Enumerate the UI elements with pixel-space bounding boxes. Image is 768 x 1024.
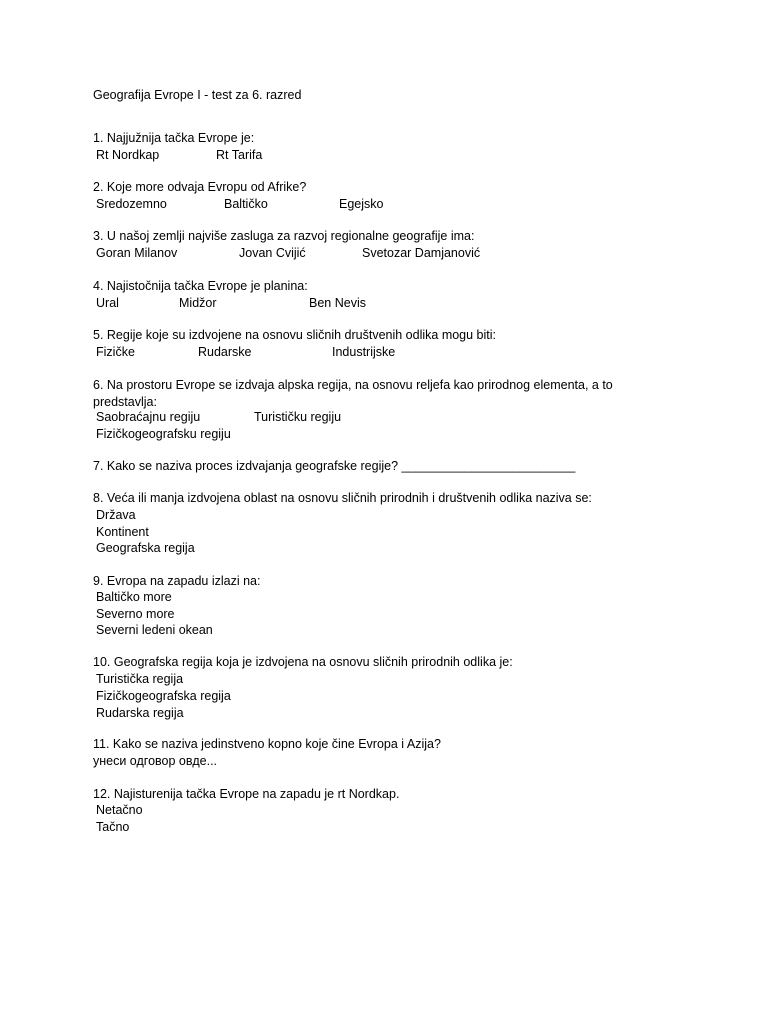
option-6-1[interactable]: Saobraćajnu regiju bbox=[96, 410, 201, 424]
question-5: 5. Regije koje su izdvojene na osnovu sličnih društvenih odlika mogu biti: bbox=[93, 328, 497, 342]
option-12-2[interactable]: Tačno bbox=[96, 820, 130, 834]
option-1-1[interactable]: Rt Nordkap bbox=[96, 148, 160, 162]
option-2-2[interactable]: Baltičko bbox=[224, 197, 268, 211]
question-6: 6. Na prostoru Evrope se izdvaja alpska regija, na osnovu reljefa kao prirodnog elementa, a to predstavlja: bbox=[93, 378, 613, 409]
option-5-1[interactable]: Fizičke bbox=[96, 345, 135, 359]
option-10-1[interactable]: Turistička regija bbox=[96, 672, 184, 686]
question-2: 2. Koje more odvaja Evropu od Afrike? bbox=[93, 180, 307, 194]
question-8: 8. Veća ili manja izdvojena oblast na osnovu sličnih prirodnih i društvenih odlika naziva se: bbox=[93, 491, 592, 505]
option-6-3[interactable]: Fizičkogeografsku regiju bbox=[96, 427, 231, 441]
question-4: 4. Najistočnija tačka Evrope je planina: bbox=[93, 279, 308, 293]
question-12: 12. Najisturenija tačka Evrope na zapadu je rt Nordkap. bbox=[93, 787, 400, 801]
question-9: 9. Evropa na zapadu izlazi na: bbox=[93, 574, 261, 588]
option-8-1[interactable]: Država bbox=[96, 508, 136, 522]
option-5-2[interactable]: Rudarske bbox=[198, 345, 252, 359]
option-10-3[interactable]: Rudarska regija bbox=[96, 706, 184, 720]
question-3: 3. U našoj zemlji najviše zasluga za razvoj regionalne geografije ima: bbox=[93, 229, 475, 243]
document-title: Geografija Evrope I - test za 6. razred bbox=[93, 88, 302, 102]
question-10: 10. Geografska regija koja je izdvojena na osnovu sličnih prirodnih odlika je: bbox=[93, 655, 513, 669]
question-11: 11. Kako se naziva jedinstveno kopno koje čine Evropa i Azija? bbox=[93, 737, 441, 751]
option-4-1[interactable]: Ural bbox=[96, 296, 119, 310]
option-12-1[interactable]: Netačno bbox=[96, 803, 143, 817]
option-3-1[interactable]: Goran Milanov bbox=[96, 246, 178, 260]
option-6-2[interactable]: Turističku regiju bbox=[254, 410, 342, 424]
option-2-3[interactable]: Egejsko bbox=[339, 197, 384, 211]
option-9-1[interactable]: Baltičko more bbox=[96, 590, 172, 604]
option-4-3[interactable]: Ben Nevis bbox=[309, 296, 366, 310]
option-3-3[interactable]: Svetozar Damjanović bbox=[362, 246, 481, 260]
option-3-2[interactable]: Jovan Cvijić bbox=[239, 246, 306, 260]
option-10-2[interactable]: Fizičkogeografska regija bbox=[96, 689, 231, 703]
option-9-3[interactable]: Severni ledeni okean bbox=[96, 623, 213, 637]
option-1-2[interactable]: Rt Tarifa bbox=[216, 148, 263, 162]
option-4-2[interactable]: Midžor bbox=[179, 296, 217, 310]
answer-input-placeholder[interactable]: унеси одговор овде... bbox=[93, 754, 218, 768]
option-5-3[interactable]: Industrijske bbox=[332, 345, 396, 359]
option-2-1[interactable]: Sredozemno bbox=[96, 197, 167, 211]
question-7: 7. Kako se naziva proces izdvajanja geografske regije? _________________________ bbox=[93, 459, 576, 473]
option-8-3[interactable]: Geografska regija bbox=[96, 541, 195, 555]
option-9-2[interactable]: Severno more bbox=[96, 607, 175, 621]
option-8-2[interactable]: Kontinent bbox=[96, 525, 149, 539]
question-1: 1. Najjužnija tačka Evrope je: bbox=[93, 131, 255, 145]
